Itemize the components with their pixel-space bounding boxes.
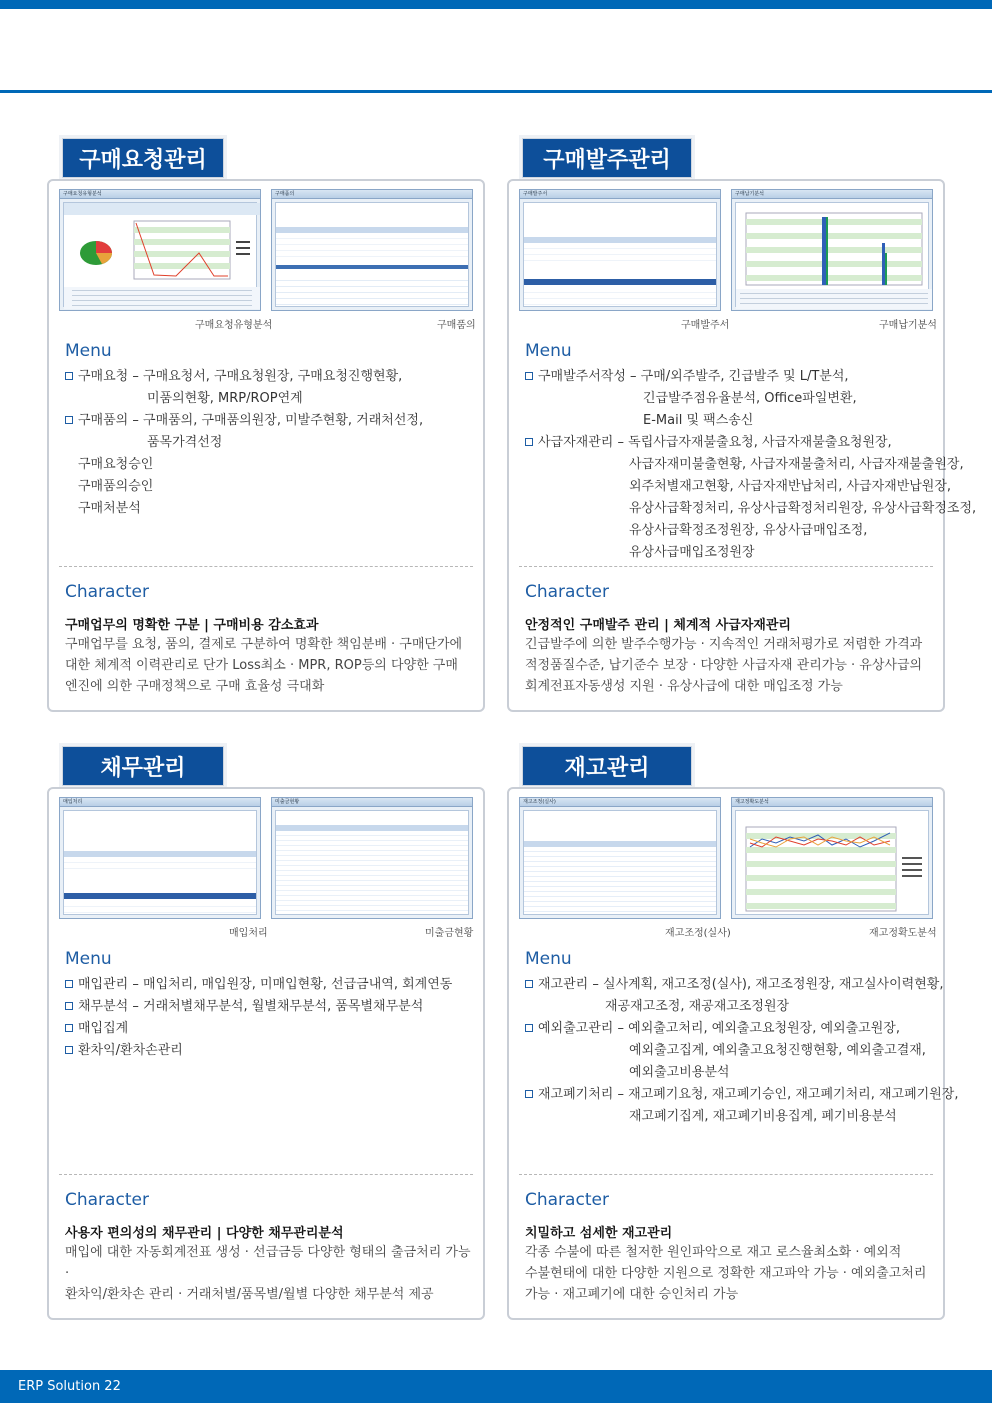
character-title: Character (65, 1190, 149, 1210)
menu-list (525, 974, 959, 1128)
menu-item-label: 구매품의 (78, 413, 129, 428)
character-line: 각종 수불에 따른 철저한 원인파악으로 재고 로스율최소화 · 예외적 (525, 1245, 902, 1260)
menu-item-label: 환차익/환차손관리 (78, 1043, 183, 1058)
menu-item (525, 366, 943, 388)
menu-item-label: 매입집계 (78, 1021, 129, 1036)
window-title: 재고조정(실사) (520, 798, 720, 807)
character-headline: 구매업무의 명확한 구분 | 구매비용 감소효과 (65, 618, 319, 633)
menu-item-detail: 품목가격선정 (147, 435, 223, 450)
screenshot-purchase-type-analysis (59, 189, 261, 311)
dashed-divider (59, 1174, 473, 1175)
menu-item-label: 재고관리 (538, 977, 589, 992)
menu-item-label: 매입관리 (78, 977, 129, 992)
menu-item (65, 366, 483, 388)
menu-item (65, 410, 483, 432)
menu-item-detail: 미품의현황, MRP/ROP연계 (147, 391, 303, 406)
window-body (523, 810, 717, 915)
footer-bar (0, 1370, 992, 1403)
screenshot-stock-accuracy-analysis (731, 797, 933, 919)
square-bullet-icon (65, 372, 73, 380)
character-line: 환차익/환차손 관리 · 거래처별/품목별/월별 다양한 채무분석 제공 (65, 1287, 434, 1302)
window-body (523, 202, 717, 307)
menu-item-detail: 재공재고조정, 재공재고조정원장 (605, 999, 790, 1014)
chart-thumbnail (64, 203, 260, 309)
menu-item-detail: 외주처별재고현황, 사급자재반납처리, 사급자재반납원장, (629, 479, 952, 494)
character-text (65, 1242, 473, 1305)
screenshot-purchase-approval (271, 189, 473, 311)
menu-item-detail: – 구매요청서, 구매요청원장, 구매요청진행현황, (132, 369, 403, 384)
menu-item-label: 채무분석 (78, 999, 129, 1014)
menu-item (525, 1018, 943, 1040)
caption-left: 매입처리 (229, 928, 268, 939)
character-line: 매입에 대한 자동회계전표 생성 · 선급금등 다양한 형태의 출금처리 가능 · (65, 1245, 471, 1281)
menu-item-detail: – 재고폐기요청, 재고폐기승인, 재고폐기처리, 재고폐기원장, (617, 1087, 959, 1102)
window-title: 구매요청유형분석 (60, 190, 260, 199)
caption-left: 구매요청유형분석 (195, 320, 273, 331)
caption-left: 재고조정(실사) (665, 928, 731, 939)
character-title: Character (65, 582, 149, 602)
character-line: 긴급발주에 의한 발주수행가능 · 지속적인 거래처평가로 저렴한 가격과 (525, 637, 923, 652)
window-body (735, 810, 929, 915)
character-title: Character (525, 582, 609, 602)
section-box (47, 787, 485, 1320)
square-bullet-icon (525, 438, 533, 446)
section-title: 구매요청관리 (62, 138, 224, 178)
screenshot-pair (59, 189, 473, 313)
menu-item-detail: 예외출고비용분석 (629, 1065, 730, 1080)
square-bullet-icon (525, 1090, 533, 1098)
window-title: 구매품의 (272, 190, 472, 199)
menu-title: Menu (65, 949, 112, 969)
menu-item-detail: E-Mail 및 팩스송신 (643, 413, 754, 428)
screenshot-purchase-processing (59, 797, 261, 919)
caption-right: 구매납기분석 (879, 320, 937, 331)
menu-item-detail: – 예외출고처리, 예외출고요청원장, 예외출고원장, (617, 1021, 900, 1036)
menu-list (65, 974, 483, 1062)
character-line: 대한 체계적 이력관리로 단가 Loss최소 · MPR, ROP등의 다양한 구매 (65, 658, 458, 673)
caption-right: 미출금현황 (425, 928, 474, 939)
square-bullet-icon (65, 1024, 73, 1032)
chart-thumbnail (736, 203, 932, 309)
character-headline: 안정적인 구매발주 관리 | 체계적 사급자재관리 (525, 618, 791, 633)
character-line: 회계전표자동생성 지원 · 유상사급에 대한 매입조정 가능 (525, 679, 843, 694)
square-bullet-icon (525, 1024, 533, 1032)
menu-title: Menu (525, 341, 572, 361)
menu-list (65, 366, 483, 520)
menu-item-label: 구매발주서작성 (538, 369, 626, 384)
screenshot-pair (519, 797, 933, 921)
caption-right: 재고정확도분석 (869, 928, 937, 939)
chart-thumbnail (736, 811, 932, 917)
window-title: 미출금현황 (272, 798, 472, 807)
section-box (507, 787, 959, 1320)
screenshot-pair (519, 189, 933, 313)
caption-left: 구매발주서 (681, 320, 730, 331)
footer-label: ERP Solution 22 (18, 1379, 121, 1394)
menu-item-detail: – 매입처리, 매입원장, 미매입현황, 선급금내역, 회계연동 (132, 977, 453, 992)
menu-item-plain: 구매품의승인 (78, 479, 154, 494)
screenshot-delivery-analysis (731, 189, 933, 311)
menu-item-detail: 사급자재미불출현황, 사급자재불출처리, 사급자재불출원장, (629, 457, 964, 472)
menu-item-label: 구매요청 (78, 369, 129, 384)
section-title: 재고관리 (522, 746, 692, 786)
character-headline: 치밀하고 섬세한 재고관리 (525, 1226, 673, 1241)
menu-item-plain: 구매처분석 (78, 501, 141, 516)
menu-item (525, 432, 943, 454)
square-bullet-icon (525, 372, 533, 380)
menu-item-detail: 유상사급확정처리, 유상사급확정처리원장, 유상사급확정조정, (629, 501, 977, 516)
menu-item-detail: 재고폐기집계, 재고폐기비용집계, 폐기비용분석 (629, 1109, 897, 1124)
window-body (63, 202, 257, 307)
section-title: 채무관리 (62, 746, 224, 786)
window-title: 재고정확도분석 (732, 798, 932, 807)
screenshot-stock-adjustment (519, 797, 721, 919)
window-body (735, 202, 929, 307)
window-body (275, 810, 469, 915)
square-bullet-icon (65, 1046, 73, 1054)
menu-item (65, 974, 483, 996)
menu-title: Menu (65, 341, 112, 361)
menu-item-detail: – 실사계획, 재고조정(실사), 재고조정원장, 재고실사이력현황, (592, 977, 944, 992)
character-line: 가능 · 재고폐기에 대한 승인처리 가능 (525, 1287, 739, 1302)
menu-title: Menu (525, 949, 572, 969)
square-bullet-icon (65, 1002, 73, 1010)
character-line: 수불현태에 대한 다양한 지원으로 정확한 재고파악 가능 · 예외출고처리 (525, 1266, 927, 1281)
menu-item-detail: – 거래처별채무분석, 월별채무분석, 품목별채무분석 (132, 999, 424, 1014)
character-line: 구매업무를 요청, 품의, 결제로 구분하여 명확한 책임분배 · 구매단가에 (65, 637, 463, 652)
square-bullet-icon (65, 980, 73, 988)
window-body (275, 202, 469, 307)
character-headline: 사용자 편의성의 채무관리 | 다양한 채무관리분석 (65, 1226, 344, 1241)
menu-item-plain: 구매요청승인 (78, 457, 154, 472)
section-box (507, 179, 977, 712)
menu-item-label: 사급자재관리 (538, 435, 614, 450)
square-bullet-icon (525, 980, 533, 988)
header-rule (0, 90, 992, 93)
menu-item-detail: 긴급발주점유율분석, Office파일변환, (643, 391, 857, 406)
menu-item-label: 재고폐기처리 (538, 1087, 614, 1102)
top-stripe (0, 0, 992, 9)
window-body (63, 810, 257, 915)
menu-item (65, 1018, 483, 1040)
menu-item-detail: – 독립사급자재불출요청, 사급자재불출요청원장, (617, 435, 892, 450)
menu-item (525, 1084, 959, 1106)
dashed-divider (519, 1174, 933, 1175)
character-text (525, 1242, 933, 1305)
screenshot-unpaid-status (271, 797, 473, 919)
window-title: 구매납기분석 (732, 190, 932, 199)
menu-item-detail: – 구매품의, 구매품의원장, 미발주현황, 거래처선정, (132, 413, 424, 428)
menu-item (525, 974, 943, 996)
menu-item-detail: 예외출고집계, 예외출고요청진행현황, 예외출고결재, (629, 1043, 926, 1058)
dashed-divider (519, 566, 933, 567)
menu-item-detail: 유상사급확정조정원장, 유상사급매입조정, (629, 523, 868, 538)
menu-item-detail: – 구매/외주발주, 긴급발주 및 L/T분석, (630, 369, 849, 384)
screenshot-purchase-order-form (519, 189, 721, 311)
character-title: Character (525, 1190, 609, 1210)
menu-item-detail: 유상사급매입조정원장 (629, 545, 755, 560)
menu-item (65, 996, 483, 1018)
character-text (65, 634, 473, 697)
window-title: 구매발주서 (520, 190, 720, 199)
character-line: 적정품질수준, 납기준수 보장 · 다양한 사급자재 관리가능 · 유상사급의 (525, 658, 923, 673)
menu-item (65, 1040, 483, 1062)
screenshot-pair (59, 797, 473, 921)
window-title: 매입처리 (60, 798, 260, 807)
menu-list (525, 366, 977, 564)
caption-right: 구매품의 (437, 320, 476, 331)
character-line: 엔진에 의한 구매정책으로 구매 효율성 극대화 (65, 679, 325, 694)
menu-item-label: 예외출고관리 (538, 1021, 614, 1036)
character-text (525, 634, 933, 697)
square-bullet-icon (65, 416, 73, 424)
section-box (47, 179, 485, 712)
section-title: 구매발주관리 (522, 138, 692, 178)
dashed-divider (59, 566, 473, 567)
